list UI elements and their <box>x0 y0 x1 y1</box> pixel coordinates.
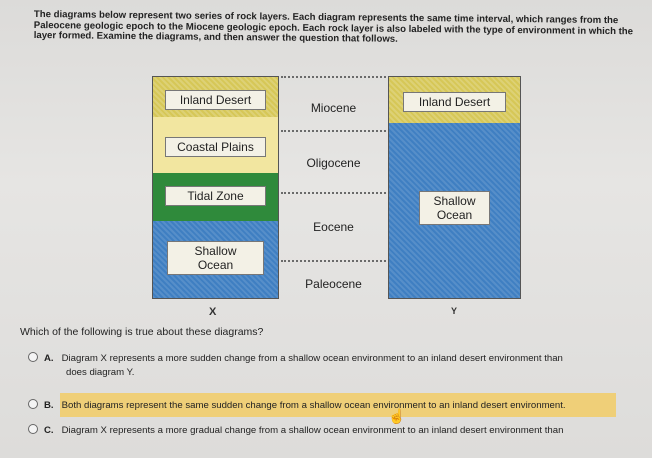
radio-a[interactable] <box>28 352 38 362</box>
option-text: Diagram X represents a more gradual change from a shallow ocean environment to an inland desert environment than <box>61 425 564 436</box>
option-text-line2: does diagram Y. <box>66 367 135 378</box>
layer-label <box>167 241 264 275</box>
question-text: Which of the following is true about these diagrams? <box>20 326 264 338</box>
layer-inland-desert <box>153 77 278 117</box>
option-b[interactable] <box>28 399 566 411</box>
option-letter: A. <box>44 353 54 364</box>
option-letter: C. <box>44 425 54 436</box>
radio-b[interactable] <box>28 399 38 409</box>
epoch-divider <box>281 260 386 262</box>
layer-label-text: Shallow Ocean <box>194 244 237 272</box>
option-text: Both diagrams represent the same sudden change from a shallow ocean environment to an inland desert environment. <box>61 400 566 411</box>
epoch-column <box>281 76 386 299</box>
layer-label-text: Shallow Ocean <box>433 194 476 222</box>
epoch-oligocene: Oligocene <box>306 156 361 170</box>
layer-coastal-plains <box>153 117 278 173</box>
diagram-x-letter: X <box>209 306 217 318</box>
layer-shallow-ocean <box>389 123 520 298</box>
epoch-divider <box>281 192 386 194</box>
epoch-miocene: Miocene <box>310 101 357 115</box>
layer-shallow-ocean <box>153 221 278 298</box>
epoch-divider <box>281 130 386 132</box>
radio-c[interactable] <box>28 424 38 434</box>
option-text: Diagram X represents a more sudden change from a shallow ocean environment to an inland desert environment than <box>61 353 563 364</box>
intro-text: The diagrams below represent two series of rock layers. Each diagram represents the same time interval, which ranges from the Paleocene geologic epoch to the Miocene geologic epoch. Each rock layer is also labeled with the type of environment in which the layer formed. Examine the diagrams, and then answer the question that follows. <box>33 9 634 45</box>
option-a[interactable] <box>28 352 618 378</box>
diagram-y <box>388 76 521 299</box>
diagram-x <box>152 76 279 299</box>
diagram-y-letter: Y <box>451 306 458 316</box>
hand-cursor-icon: ☝ <box>388 408 406 424</box>
layer-label <box>419 191 490 225</box>
layer-label: Tidal Zone <box>165 186 266 206</box>
layer-label: Inland Desert <box>165 90 266 110</box>
layer-tidal-zone <box>153 173 278 221</box>
epoch-paleocene: Paleocene <box>305 277 362 291</box>
layer-label: Coastal Plains <box>165 137 266 157</box>
option-c[interactable] <box>28 424 563 436</box>
epoch-eocene: Eocene <box>313 220 354 234</box>
epoch-divider <box>281 76 386 78</box>
layer-label: Inland Desert <box>403 92 506 112</box>
option-letter: B. <box>44 400 54 411</box>
layer-inland-desert <box>389 77 520 123</box>
